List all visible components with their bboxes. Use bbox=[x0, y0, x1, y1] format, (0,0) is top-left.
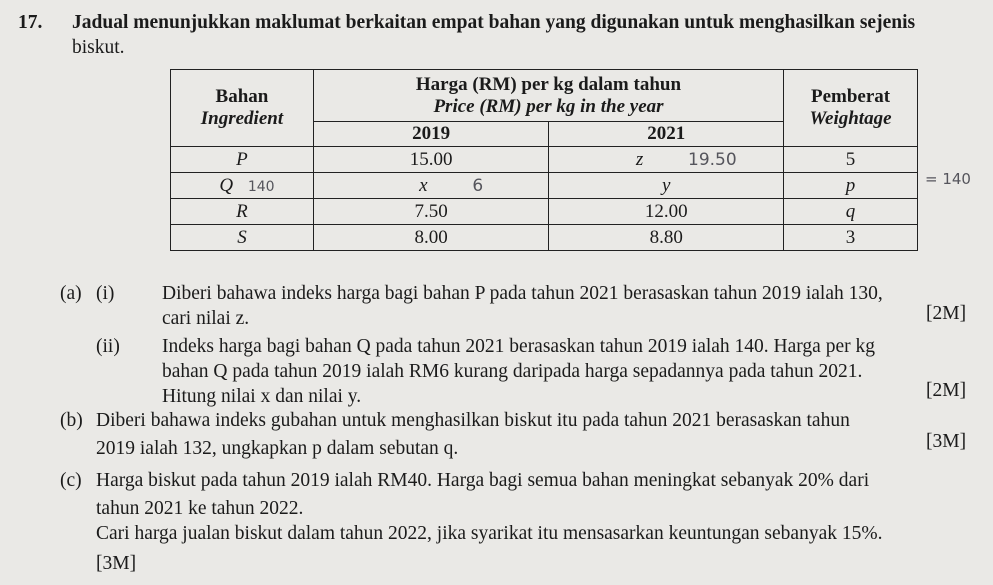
header-year-2019: 2019 bbox=[313, 122, 549, 147]
part-a-ii-line2: bahan Q pada tahun 2019 ialah RM6 kurang daripada harga sepadannya pada tahun 2021. bbox=[162, 361, 863, 382]
cell-2019: 8.00 bbox=[313, 225, 549, 251]
header-ingredient bbox=[171, 70, 314, 147]
part-c-label: (c) bbox=[60, 470, 82, 491]
question-intro-line2: biskut. bbox=[72, 37, 125, 58]
part-a-ii-marks: [2M] bbox=[926, 380, 967, 401]
part-a-ii-line1: Indeks harga bagi bahan Q pada tahun 2021 berasaskan tahun 2019 ialah 140. Harga per kg bbox=[162, 336, 875, 357]
part-a-i-label: (i) bbox=[96, 283, 115, 304]
part-b-marks: [3M] bbox=[926, 431, 967, 452]
cell-2019-value: x bbox=[419, 174, 428, 196]
table-row bbox=[171, 173, 918, 199]
cell-ingredient bbox=[171, 173, 314, 199]
part-a-ii-line3: Hitung nilai x dan nilai y. bbox=[162, 386, 362, 407]
header-ingredient-en: Ingredient bbox=[200, 108, 284, 129]
table-row bbox=[171, 147, 918, 173]
part-b-line1: Diberi bahawa indeks gubahan untuk menghasilkan biskut itu pada tahun 2021 berasaskan tahun bbox=[96, 410, 850, 431]
header-harga-my: Harga (RM) per kg dalam tahun bbox=[415, 73, 682, 95]
part-b-label: (b) bbox=[60, 410, 83, 431]
cell-2021: 8.80 bbox=[549, 225, 784, 251]
ingredient-table bbox=[170, 69, 918, 251]
cell-ingredient: R bbox=[171, 199, 314, 225]
question-intro-line1: Jadual menunjukkan maklumat berkaitan empat bahan yang digunakan untuk menghasilkan sejenis bbox=[72, 12, 916, 33]
handwritten-side-note: = 140 bbox=[925, 170, 971, 188]
part-a-i-line2: cari nilai z. bbox=[162, 308, 250, 329]
cell-ingredient: S bbox=[171, 225, 314, 251]
cell-2021 bbox=[549, 147, 784, 173]
cell-2019: 15.00 bbox=[313, 147, 549, 173]
header-price bbox=[313, 70, 783, 122]
part-a-ii-label: (ii) bbox=[96, 336, 120, 357]
handwritten-z-answer: 19.50 bbox=[688, 149, 737, 170]
part-c-line1: Harga biskut pada tahun 2019 ialah RM40. Harga bagi semua bahan meningkat sebanyak 20% dari bbox=[96, 470, 870, 491]
part-a-label: (a) bbox=[60, 283, 82, 304]
header-price-en: Price (RM) per kg in the year bbox=[433, 95, 664, 117]
header-weightage-en: Weightage bbox=[809, 108, 892, 129]
handwritten-q-note: 140 bbox=[247, 178, 275, 195]
cell-weight: 3 bbox=[784, 225, 918, 251]
cell-weight: p bbox=[784, 173, 918, 199]
header-bahan: Bahan bbox=[215, 86, 269, 107]
table-row bbox=[171, 225, 918, 251]
cell-2021: 12.00 bbox=[549, 199, 784, 225]
part-b-line2: 2019 ialah 132, ungkapkan p dalam sebutan q. bbox=[96, 438, 459, 459]
part-a-i-line1: Diberi bahawa indeks harga bagi bahan P pada tahun 2021 berasaskan tahun 2019 ialah 130, bbox=[162, 283, 883, 304]
cell-weight: 5 bbox=[784, 147, 918, 173]
cell-2021: y bbox=[549, 173, 784, 199]
header-year-2021: 2021 bbox=[549, 122, 784, 147]
question-number: 17. bbox=[18, 12, 43, 33]
part-c-marks: [3M] bbox=[96, 553, 137, 574]
cell-ingredient: P bbox=[171, 147, 314, 173]
cell-ingredient-value: Q bbox=[219, 174, 234, 196]
part-c-line2: tahun 2021 ke tahun 2022. bbox=[96, 498, 304, 519]
cell-2019: 7.50 bbox=[313, 199, 549, 225]
header-pemberat: Pemberat bbox=[810, 86, 891, 107]
part-a-i-marks: [2M] bbox=[926, 303, 967, 324]
header-weightage bbox=[784, 70, 918, 147]
cell-2021-value: z bbox=[635, 148, 644, 170]
cell-2019 bbox=[313, 173, 549, 199]
handwritten-x-note: 6 bbox=[472, 175, 484, 196]
part-c-line3: Cari harga jualan biskut dalam tahun 2022, jika syarikat itu mensasarkan keuntungan sebanyak 15%. bbox=[96, 523, 883, 544]
cell-weight: q bbox=[784, 199, 918, 225]
table-row bbox=[171, 199, 918, 225]
